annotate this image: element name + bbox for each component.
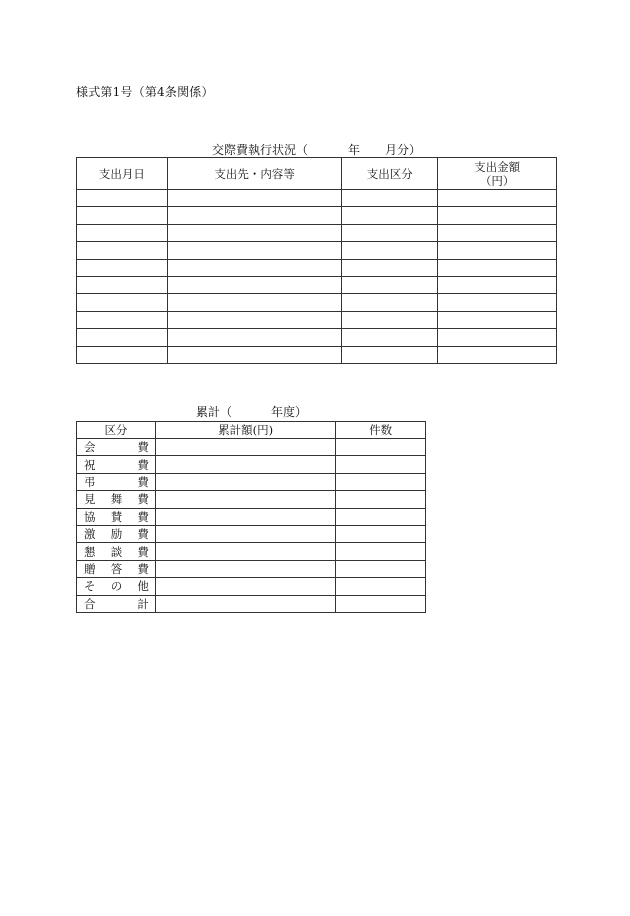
expense-table — [76, 157, 557, 364]
table2-title-label: 累計（ — [196, 405, 233, 419]
amount-cell — [438, 276, 557, 293]
category-char: 費 — [137, 457, 149, 472]
category-row — [77, 473, 426, 490]
category-char: 答 — [110, 561, 123, 576]
amount-cell — [438, 346, 557, 363]
payee-cell — [167, 224, 342, 241]
category-name — [77, 578, 155, 594]
category-name — [77, 526, 155, 542]
count-cell — [336, 473, 426, 490]
date-cell — [77, 311, 168, 328]
header-count: 件数 — [336, 422, 426, 439]
category-char: 費 — [137, 544, 149, 559]
category-cell — [342, 190, 438, 207]
payee-cell — [167, 311, 342, 328]
category-char: 計 — [137, 596, 149, 611]
cumulative-amount-cell — [155, 491, 335, 508]
category-row — [77, 543, 426, 560]
header-category: 支出区分 — [342, 158, 438, 190]
date-cell — [77, 207, 168, 224]
category-char: 他 — [137, 579, 149, 594]
category-row — [77, 525, 426, 542]
category-name-cell — [77, 439, 156, 456]
category-name-cell — [77, 543, 156, 560]
expense-table-header — [77, 158, 557, 190]
category-cell — [342, 294, 438, 311]
expense-row — [77, 346, 557, 363]
category-name-cell — [77, 578, 156, 595]
category-char: そ — [84, 579, 96, 594]
category-char: 見 — [84, 492, 96, 507]
cumulative-amount-cell — [155, 578, 335, 595]
form-number: 様式第1号（第4条関係） — [76, 85, 214, 99]
date-cell — [77, 190, 168, 207]
expense-row — [77, 294, 557, 311]
payee-cell — [167, 207, 342, 224]
category-row — [77, 578, 426, 595]
category-row — [77, 595, 426, 612]
category-cell — [342, 207, 438, 224]
category-cell — [342, 311, 438, 328]
payee-cell — [167, 242, 342, 259]
count-cell — [336, 543, 426, 560]
category-char: 弔 — [84, 474, 96, 489]
category-name-cell — [77, 473, 156, 490]
date-cell — [77, 242, 168, 259]
header-amount-unit: （円） — [479, 173, 515, 188]
cumulative-amount-cell — [155, 560, 335, 577]
cumulative-amount-cell — [155, 456, 335, 473]
count-cell — [336, 578, 426, 595]
category-char: 談 — [110, 544, 123, 559]
amount-cell — [438, 224, 557, 241]
category-cell — [342, 346, 438, 363]
amount-cell — [438, 294, 557, 311]
category-char: 励 — [110, 527, 123, 542]
category-row — [77, 456, 426, 473]
amount-cell — [438, 242, 557, 259]
cumulative-table — [76, 421, 426, 613]
category-name — [77, 474, 155, 490]
category-name — [77, 509, 155, 525]
category-name-cell — [77, 560, 156, 577]
category-char: 費 — [137, 474, 149, 489]
expense-row — [77, 207, 557, 224]
count-cell — [336, 456, 426, 473]
category-char: 合 — [84, 596, 96, 611]
header-amount — [438, 158, 557, 190]
table2-year-label: 年度） — [271, 405, 308, 419]
count-cell — [336, 491, 426, 508]
payee-cell — [167, 346, 342, 363]
category-name — [77, 544, 155, 560]
date-cell — [77, 259, 168, 276]
cumulative-amount-cell — [155, 508, 335, 525]
cumulative-table-header — [77, 422, 426, 439]
category-char: 会 — [84, 440, 96, 455]
payee-cell — [167, 190, 342, 207]
category-char: 費 — [137, 492, 149, 507]
date-cell — [77, 224, 168, 241]
category-char: 費 — [137, 527, 149, 542]
table1-year-label: 年 — [348, 143, 361, 157]
category-cell — [342, 329, 438, 346]
category-name — [77, 439, 155, 455]
payee-cell — [167, 294, 342, 311]
category-name — [77, 561, 155, 577]
cumulative-table-body — [77, 439, 426, 613]
expense-row — [77, 276, 557, 293]
amount-cell — [438, 329, 557, 346]
amount-cell — [438, 207, 557, 224]
category-char: の — [110, 579, 123, 594]
category-char: 費 — [137, 509, 149, 524]
expense-row — [77, 190, 557, 207]
header-date: 支出月日 — [77, 158, 168, 190]
date-cell — [77, 329, 168, 346]
category-cell — [342, 224, 438, 241]
count-cell — [336, 508, 426, 525]
header-cumulative-amount: 累計額(円) — [155, 422, 335, 439]
date-cell — [77, 294, 168, 311]
category-row — [77, 508, 426, 525]
count-cell — [336, 439, 426, 456]
category-char: 費 — [137, 561, 149, 576]
category-char: 費 — [137, 440, 149, 455]
expense-row — [77, 224, 557, 241]
category-cell — [342, 242, 438, 259]
amount-cell — [438, 259, 557, 276]
header-amount-label: 支出金額 — [474, 159, 521, 174]
category-row — [77, 560, 426, 577]
category-name — [77, 596, 155, 612]
category-name — [77, 457, 155, 473]
category-cell — [342, 276, 438, 293]
table1-title-label: 交際費執行状況（ — [212, 143, 309, 157]
expense-row — [77, 242, 557, 259]
header-payee-details: 支出先・内容等 — [167, 158, 342, 190]
expense-row — [77, 259, 557, 276]
header-classification: 区分 — [77, 422, 156, 439]
category-char: 舞 — [110, 492, 123, 507]
category-char: 激 — [84, 527, 96, 542]
category-cell — [342, 259, 438, 276]
amount-cell — [438, 311, 557, 328]
category-char: 協 — [84, 509, 96, 524]
expense-row — [77, 329, 557, 346]
category-name-cell — [77, 491, 156, 508]
count-cell — [336, 560, 426, 577]
payee-cell — [167, 259, 342, 276]
category-name-cell — [77, 525, 156, 542]
category-row — [77, 439, 426, 456]
expense-row — [77, 311, 557, 328]
cumulative-amount-cell — [155, 439, 335, 456]
cumulative-amount-cell — [155, 473, 335, 490]
category-name — [77, 491, 155, 507]
amount-cell — [438, 190, 557, 207]
category-name-cell — [77, 595, 156, 612]
date-cell — [77, 276, 168, 293]
category-char: 懇 — [84, 544, 96, 559]
date-cell — [77, 346, 168, 363]
table1-month-label: 月分） — [385, 143, 422, 157]
category-char: 贈 — [84, 561, 96, 576]
cumulative-amount-cell — [155, 595, 335, 612]
category-row — [77, 491, 426, 508]
category-name-cell — [77, 456, 156, 473]
payee-cell — [167, 276, 342, 293]
count-cell — [336, 595, 426, 612]
expense-table-body — [77, 190, 557, 364]
category-char: 祝 — [84, 457, 96, 472]
cumulative-amount-cell — [155, 543, 335, 560]
payee-cell — [167, 329, 342, 346]
category-name-cell — [77, 508, 156, 525]
cumulative-amount-cell — [155, 525, 335, 542]
category-char: 賛 — [110, 509, 123, 524]
count-cell — [336, 525, 426, 542]
